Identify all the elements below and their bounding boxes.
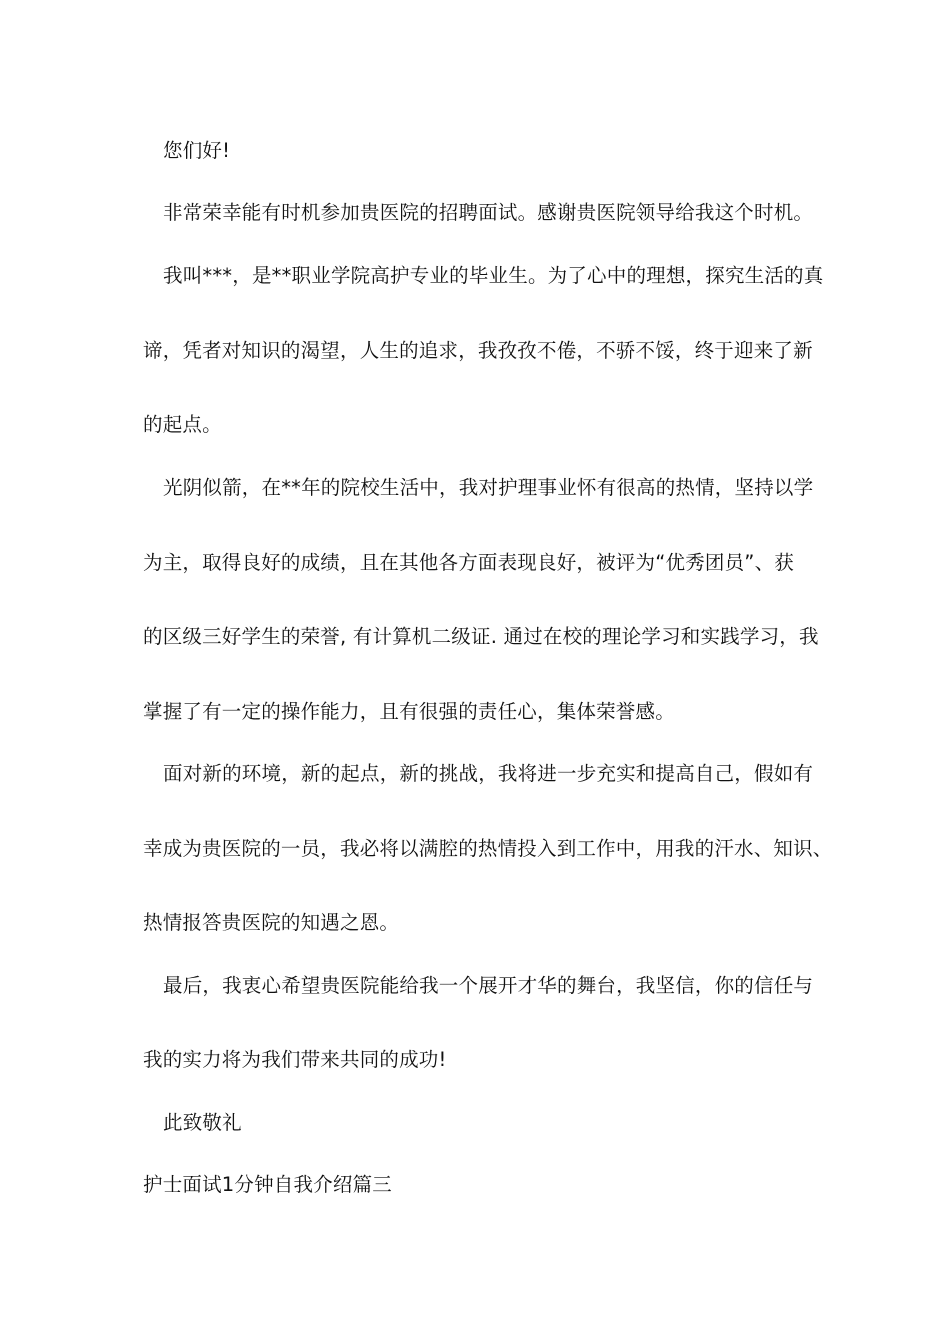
paragraph-line: 的区级三好学生的荣誉, 有计算机二级证. 通过在校的理论学习和实践学习，我 <box>143 625 819 648</box>
greeting-line: 您们好! <box>163 139 231 162</box>
paragraph-line: 我的实力将为我们带来共同的成功! <box>143 1048 447 1071</box>
paragraph-line: 为主，取得良好的成绩，且在其他各方面表现良好，被评为“优秀团员”、获 <box>143 551 795 574</box>
paragraph-line: 我叫***，是**职业学院高护专业的毕业生。为了心中的理想，探究生活的真 <box>163 264 824 287</box>
closing-line: 此致敬礼 <box>163 1111 242 1134</box>
paragraph-line: 光阴似箭，在**年的院校生活中，我对护理事业怀有很高的热情，坚持以学 <box>163 476 814 499</box>
paragraph-line: 谛，凭者对知识的渴望，人生的追求，我孜孜不倦，不骄不馁，终于迎来了新 <box>143 339 813 362</box>
paragraph-line: 的起点。 <box>143 413 222 436</box>
paragraph-line: 幸成为贵医院的一员，我必将以满腔的热情投入到工作中，用我的汗水、知识、 <box>143 837 833 860</box>
paragraph-line: 热情报答贵医院的知遇之恩。 <box>143 911 400 934</box>
paragraph-line: 最后，我衷心希望贵医院能给我一个展开才华的舞台，我坚信，你的信任与 <box>163 974 814 997</box>
section-heading: 护士面试1分钟自我介绍篇三 <box>143 1173 393 1196</box>
paragraph-line: 非常荣幸能有时机参加贵医院的招聘面试。感谢贵医院领导给我这个时机。 <box>163 201 814 224</box>
paragraph-line: 掌握了有一定的操作能力，且有很强的责任心，集体荣誉感。 <box>143 700 675 723</box>
paragraph-line: 面对新的环境，新的起点，新的挑战，我将进一步充实和提高自己，假如有 <box>163 762 814 785</box>
